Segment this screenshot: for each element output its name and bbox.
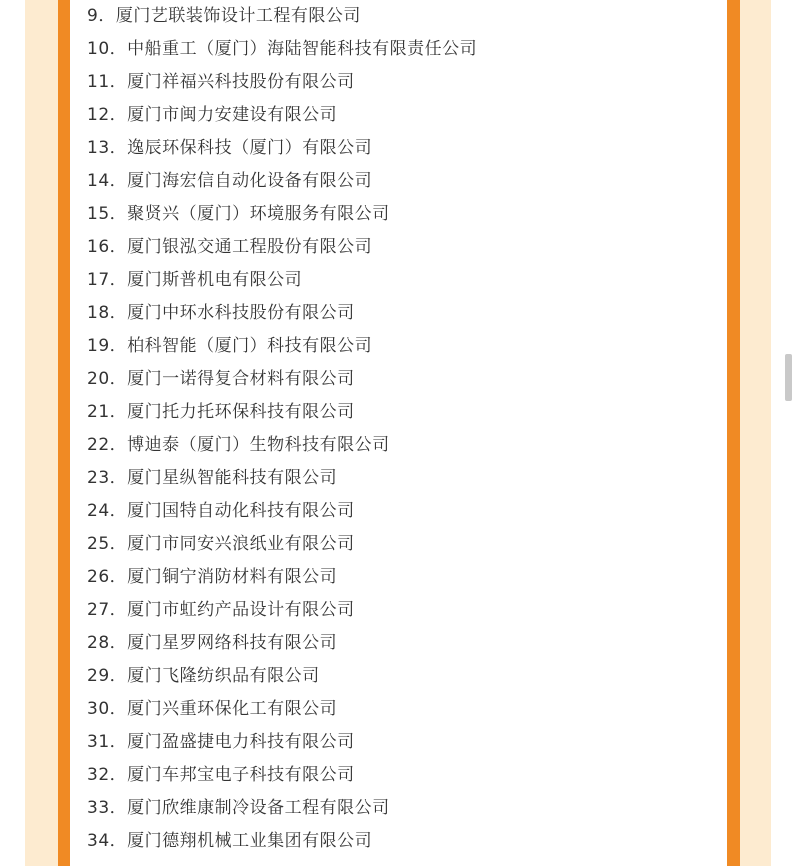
list-item: 28．厦门星罗网络科技有限公司 (87, 633, 338, 653)
left-cream-margin (25, 0, 58, 866)
list-item: 30．厦门兴重环保化工有限公司 (87, 699, 338, 719)
list-item: 25．厦门市同安兴浪纸业有限公司 (87, 534, 355, 554)
list-item: 33．厦门欣维康制冷设备工程有限公司 (87, 798, 390, 818)
list-item: 9．厦门艺联装饰设计工程有限公司 (87, 6, 361, 26)
list-item: 14．厦门海宏信自动化设备有限公司 (87, 171, 373, 191)
list-item: 11．厦门祥福兴科技股份有限公司 (87, 72, 355, 92)
right-orange-border (727, 0, 740, 866)
list-item: 13．逸辰环保科技（厦门）有限公司 (87, 138, 373, 158)
right-cream-margin (740, 0, 771, 866)
list-item: 20．厦门一诺得复合材料有限公司 (87, 369, 355, 389)
article-content (70, 0, 727, 866)
left-orange-border (58, 0, 70, 866)
list-item: 16．厦门银泓交通工程股份有限公司 (87, 237, 373, 257)
list-item: 24．厦门国特自动化科技有限公司 (87, 501, 355, 521)
list-item: 15．聚贤兴（厦门）环境服务有限公司 (87, 204, 390, 224)
list-item: 22．博迪泰（厦门）生物科技有限公司 (87, 435, 390, 455)
list-item: 17．厦门斯普机电有限公司 (87, 270, 303, 290)
list-item: 23．厦门星纵智能科技有限公司 (87, 468, 338, 488)
list-item: 34．厦门德翔机械工业集团有限公司 (87, 831, 373, 851)
list-item: 26．厦门铜宁消防材料有限公司 (87, 567, 338, 587)
list-item: 27．厦门市虹约产品设计有限公司 (87, 600, 355, 620)
list-item: 10．中船重工（厦门）海陆智能科技有限责任公司 (87, 39, 478, 59)
list-item: 32．厦门车邦宝电子科技有限公司 (87, 765, 355, 785)
list-item: 19．柏科智能（厦门）科技有限公司 (87, 336, 373, 356)
list-item: 12．厦门市闽力安建设有限公司 (87, 105, 338, 125)
list-item: 18．厦门中环水科技股份有限公司 (87, 303, 355, 323)
company-list (87, 0, 477, 858)
scrollbar-thumb[interactable] (785, 354, 792, 401)
list-item: 31．厦门盈盛捷电力科技有限公司 (87, 732, 355, 752)
list-item: 29．厦门飞隆纺织品有限公司 (87, 666, 320, 686)
list-item: 21．厦门托力托环保科技有限公司 (87, 402, 355, 422)
